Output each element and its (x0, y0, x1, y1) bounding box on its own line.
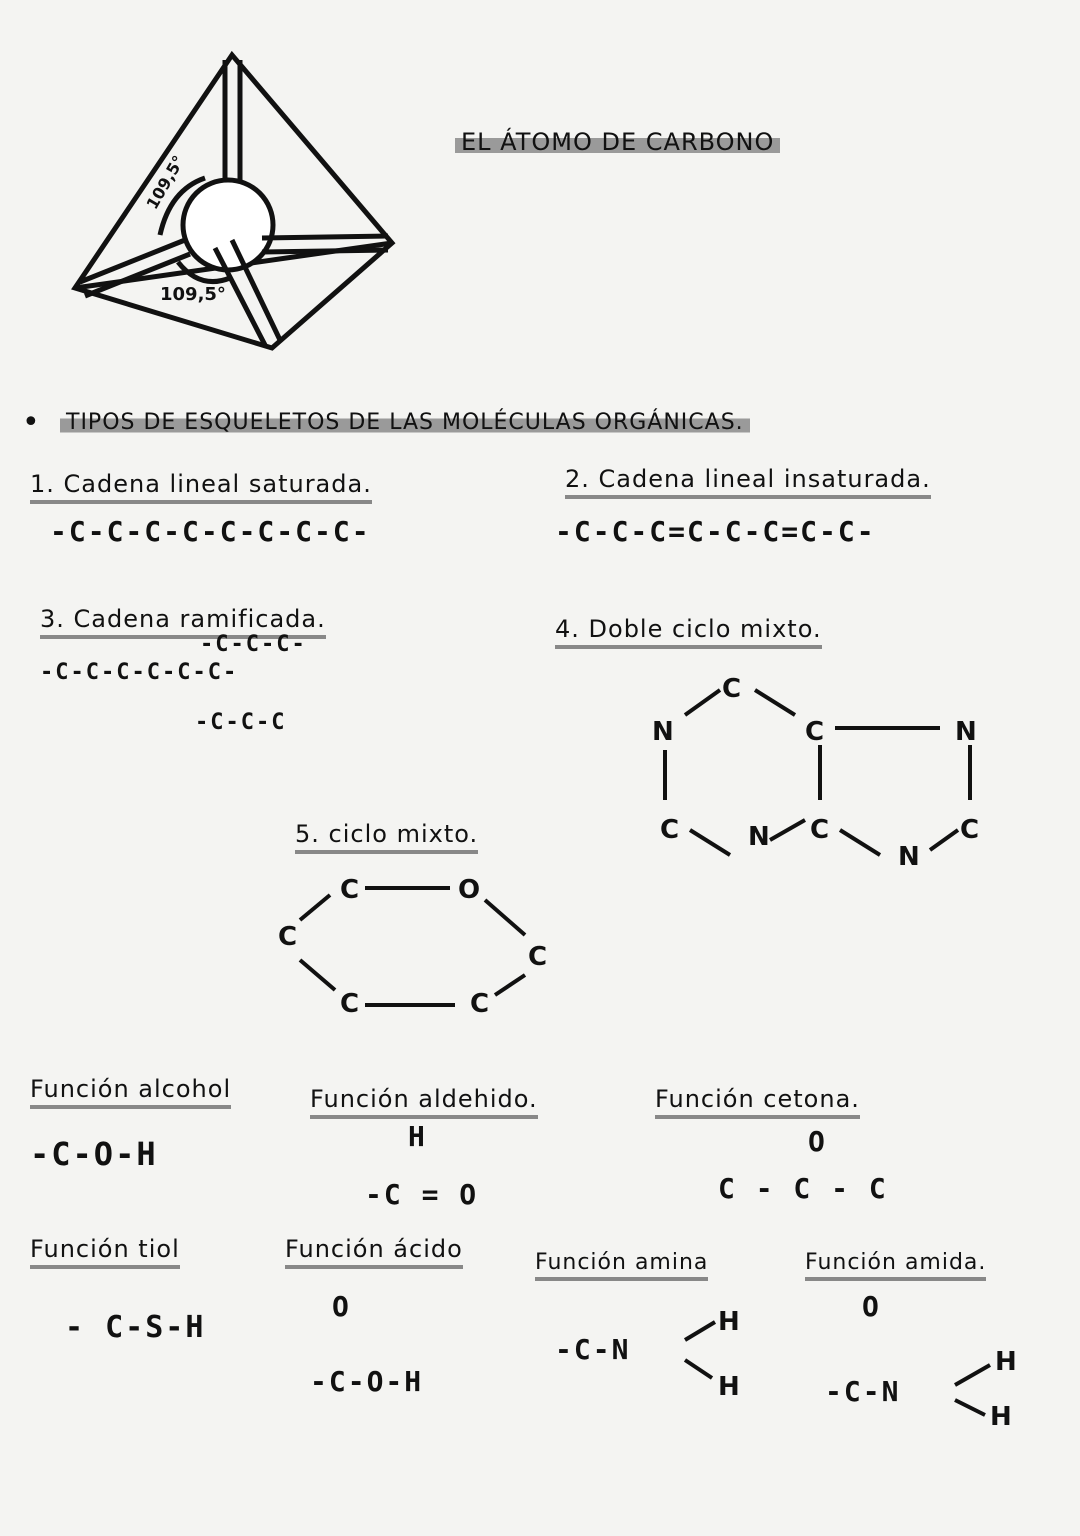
atom-label: H (995, 1347, 1017, 1377)
function-formula: -C-N (825, 1375, 901, 1408)
angle-label: 109,5° (142, 152, 189, 213)
function-label: Función amida. (805, 1250, 986, 1281)
skeleton-label: 4. Doble ciclo mixto. (555, 615, 822, 649)
function-formula: C - C - C (718, 1172, 888, 1205)
angle-label: 109,5° (160, 284, 226, 305)
atom-label: C (722, 674, 742, 704)
atom-label: C (810, 815, 830, 845)
function-label: Función amina (535, 1250, 708, 1281)
function-top-atom: H (408, 1120, 427, 1153)
atom-label: O (458, 875, 481, 905)
function-label: Función ácido (285, 1235, 463, 1269)
function-label: Función alcohol (30, 1075, 231, 1109)
function-formula: -C = O (365, 1178, 479, 1211)
skeleton-label: 5. ciclo mixto. (295, 820, 478, 854)
atom-label: C (470, 989, 490, 1019)
function-formula: -C-N (555, 1333, 631, 1366)
function-top-atom: O (862, 1290, 881, 1323)
function-top-atom: O (808, 1125, 827, 1158)
atom-label: N (898, 842, 920, 872)
function-top-atom: O (332, 1290, 351, 1323)
function-formula: -C-O-H (30, 1135, 158, 1173)
section-heading: TIPOS DE ESQUELETOS DE LAS MOLÉCULAS ORGÁNICAS. (60, 410, 750, 435)
function-label: Función tiol (30, 1235, 180, 1269)
function-formula: -C-O-H (310, 1365, 424, 1398)
atom-label: H (990, 1402, 1012, 1432)
function-label: Función cetona. (655, 1085, 860, 1119)
atom-label: C (340, 875, 360, 905)
atom-label: C (528, 942, 548, 972)
function-formula: - C-S-H (65, 1310, 206, 1345)
atom-label: C (340, 989, 360, 1019)
branch-formula: -C-C-C (195, 710, 287, 735)
atom-label: N (748, 822, 770, 852)
atom-label: C (660, 815, 680, 845)
branch-formula: -C-C-C- (200, 632, 307, 657)
skeleton-formula: -C-C-C-C-C-C- (40, 660, 239, 685)
function-label: Función aldehido. (310, 1085, 538, 1119)
atom-label: C (805, 717, 825, 747)
bullet: • (22, 405, 41, 440)
atom-label: N (652, 717, 674, 747)
atom-label: H (718, 1372, 740, 1402)
skeleton-label: 2. Cadena lineal insaturada. (565, 465, 931, 499)
page-title: EL ÁTOMO DE CARBONO (455, 128, 780, 156)
atom-label: H (718, 1307, 740, 1337)
skeleton-label: 1. Cadena lineal saturada. (30, 470, 372, 504)
atom-label: C (278, 922, 298, 952)
skeleton-formula: -C-C-C-C-C-C-C-C- (50, 515, 371, 548)
atom-label: C (960, 815, 980, 845)
skeleton-label: 3. Cadena ramificada. (40, 605, 326, 639)
atom-label: N (955, 717, 977, 747)
skeleton-formula: -C-C-C=C-C-C=C-C- (555, 515, 876, 548)
